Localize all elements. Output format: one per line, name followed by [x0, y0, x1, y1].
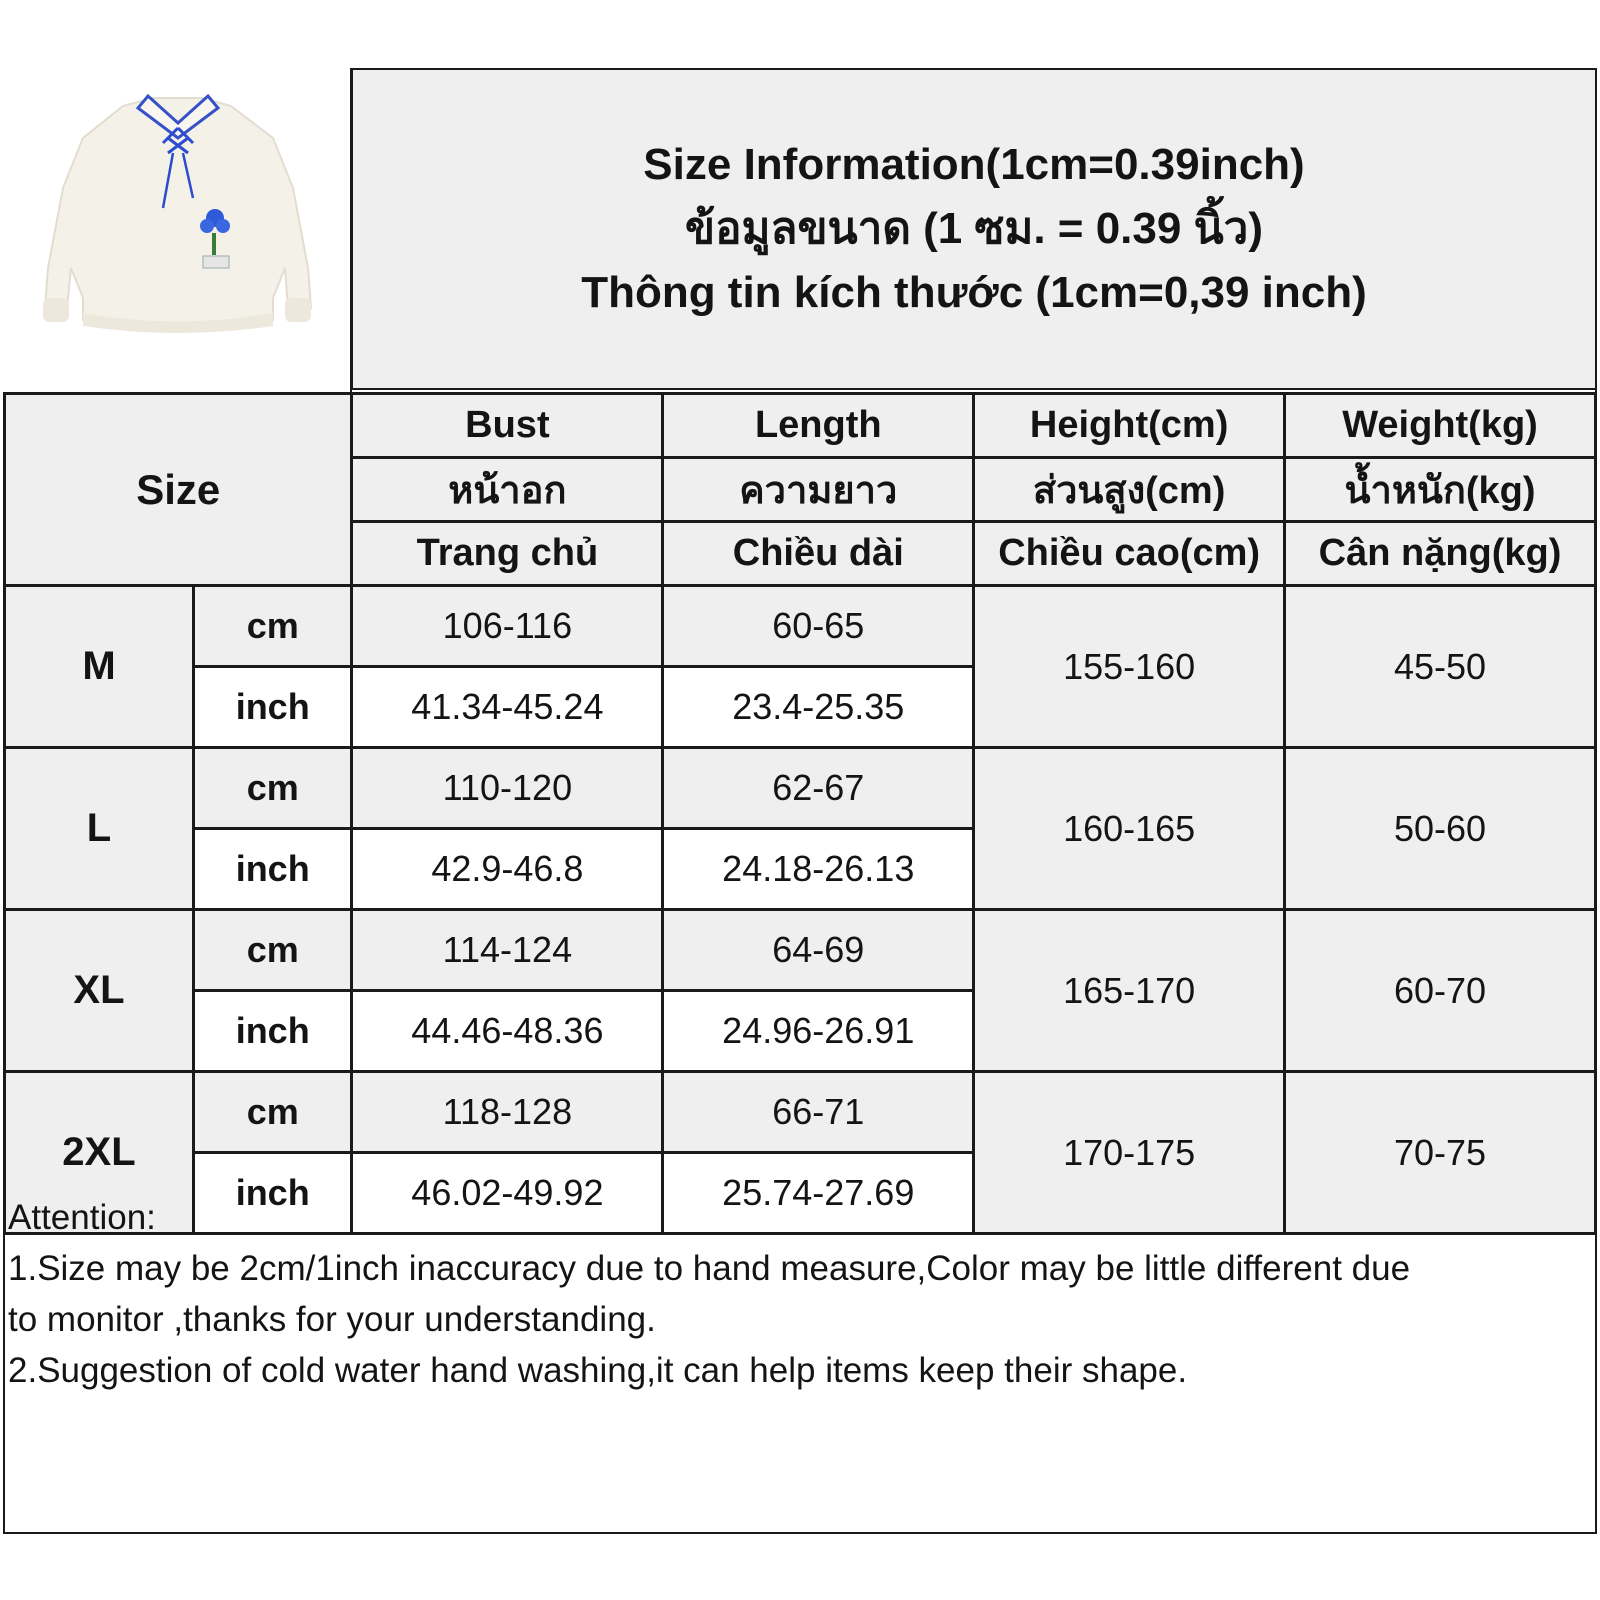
table-row: [5, 748, 1596, 829]
height-range: 165-170: [974, 910, 1285, 1072]
length-cm: 66-71: [663, 1072, 974, 1153]
header-length-en: Length: [663, 394, 974, 458]
length-inch: 24.18-26.13: [663, 829, 974, 910]
size-table: [3, 392, 1597, 1235]
length-inch: 24.96-26.91: [663, 991, 974, 1072]
unit-cm: cm: [193, 1072, 352, 1153]
table-row: [5, 586, 1596, 667]
unit-inch: inch: [193, 829, 352, 910]
title-vietnamese: Thông tin kích thước (1cm=0,39 inch): [581, 268, 1367, 317]
bust-inch: 42.9-46.8: [352, 829, 663, 910]
header-length-th: ความยาว: [663, 458, 974, 522]
size-label: XL: [5, 910, 194, 1072]
header-height-th: ส่วนสูง(cm): [974, 458, 1285, 522]
size-header: Size: [5, 394, 352, 586]
white-sweatshirt-with-blue-flower-icon: [3, 68, 352, 393]
length-inch: 23.4-25.35: [663, 667, 974, 748]
size-table-wrap: [3, 392, 1597, 1235]
notes-line-3: 2.Suggestion of cold water hand washing,it can help items keep their shape.: [8, 1351, 1188, 1390]
header-bust-vi: Trang chủ: [352, 522, 663, 586]
header-height-en: Height(cm): [974, 394, 1285, 458]
height-range: 155-160: [974, 586, 1285, 748]
length-inch: 25.74-27.69: [663, 1153, 974, 1234]
length-cm: 64-69: [663, 910, 974, 991]
bust-inch: 41.34-45.24: [352, 667, 663, 748]
height-range: 160-165: [974, 748, 1285, 910]
weight-range: 45-50: [1285, 586, 1596, 748]
unit-cm: cm: [193, 586, 352, 667]
bust-inch: 44.46-48.36: [352, 991, 663, 1072]
title-thai: ข้อมูลขนาด (1 ซม. = 0.39 นิ้ว): [684, 204, 1263, 253]
unit-inch: inch: [193, 667, 352, 748]
unit-inch: inch: [193, 991, 352, 1072]
title-english: Size Information(1cm=0.39inch): [643, 140, 1305, 189]
height-range: 170-175: [974, 1072, 1285, 1234]
weight-range: 50-60: [1285, 748, 1596, 910]
unit-cm: cm: [193, 910, 352, 991]
attention-notes: [8, 1192, 1588, 1396]
title-cell: [351, 70, 1595, 390]
bust-cm: 110-120: [352, 748, 663, 829]
header-length-vi: Chiều dài: [663, 522, 974, 586]
unit-inch: inch: [193, 1153, 352, 1234]
header-weight-vi: Cân nặng(kg): [1285, 522, 1596, 586]
bust-inch: 46.02-49.92: [352, 1153, 663, 1234]
header-weight-th: น้ำหนัก(kg): [1285, 458, 1596, 522]
unit-cm: cm: [193, 748, 352, 829]
header-weight-en: Weight(kg): [1285, 394, 1596, 458]
size-label: L: [5, 748, 194, 910]
weight-range: 70-75: [1285, 1072, 1596, 1234]
notes-line-2: to monitor ,thanks for your understanding.: [8, 1300, 656, 1339]
bust-cm: 114-124: [352, 910, 663, 991]
notes-heading: Attention:: [8, 1198, 156, 1237]
size-label: 2XL: [5, 1072, 194, 1234]
weight-range: 60-70: [1285, 910, 1596, 1072]
length-cm: 60-65: [663, 586, 974, 667]
header-bust-en: Bust: [352, 394, 663, 458]
length-cm: 62-67: [663, 748, 974, 829]
notes-line-1: 1.Size may be 2cm/1inch inaccuracy due to hand measure,Color may be little different due: [8, 1249, 1411, 1288]
header-height-vi: Chiều cao(cm): [974, 522, 1285, 586]
size-label: M: [5, 586, 194, 748]
header-bust-th: หน้าอก: [352, 458, 663, 522]
bust-cm: 106-116: [352, 586, 663, 667]
table-row: [5, 910, 1596, 991]
table-row: [5, 1072, 1596, 1153]
bust-cm: 118-128: [352, 1072, 663, 1153]
product-photo-cell: [3, 68, 352, 393]
